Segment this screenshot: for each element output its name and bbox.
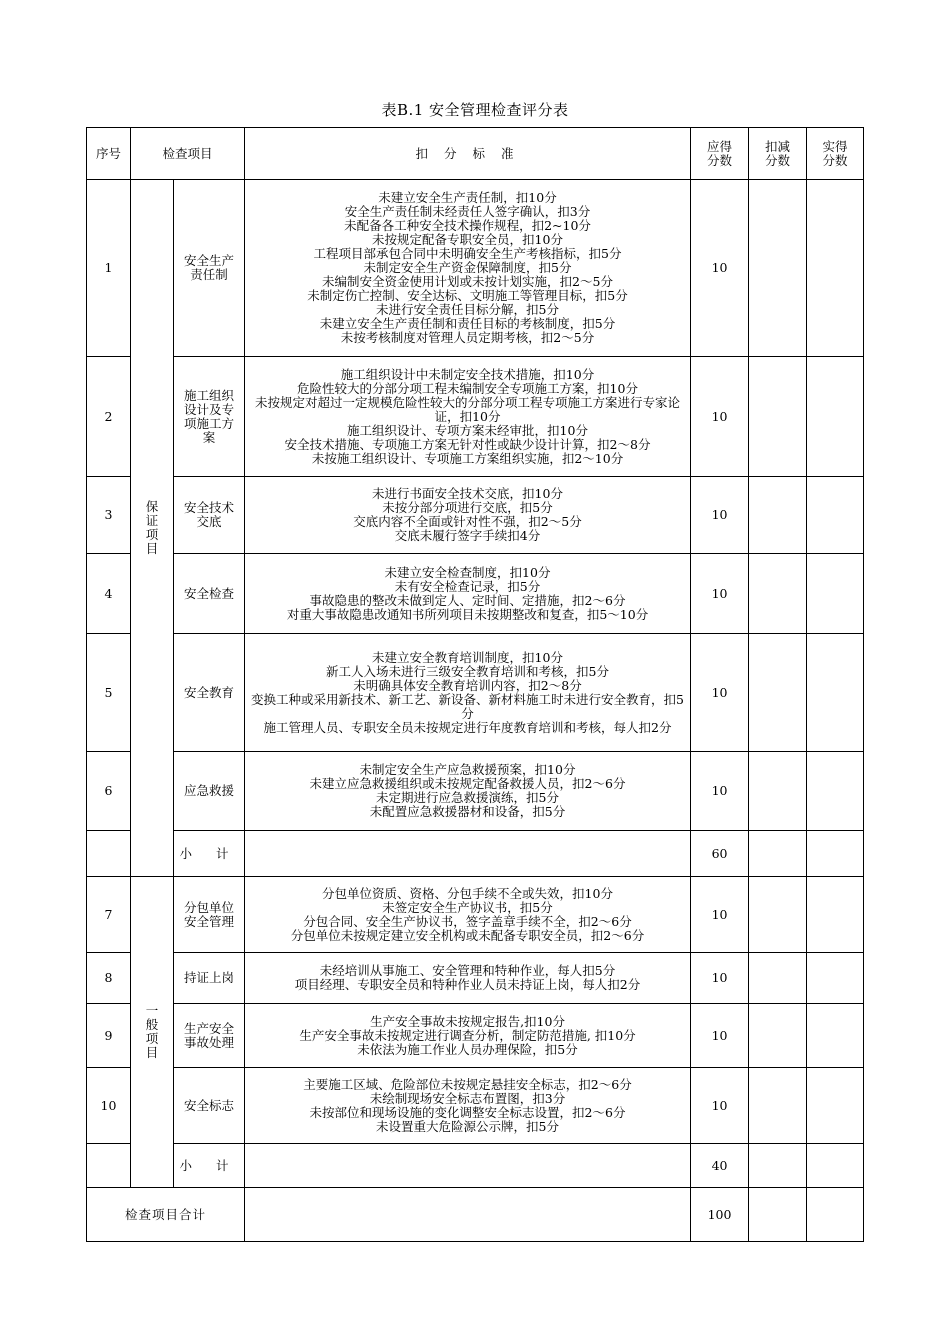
criteria-line: 未建立安全生产责任制和责任目标的考核制度，扣5分 — [319, 316, 616, 331]
subtotal-row — [87, 831, 864, 877]
row-should-score: 10 — [691, 634, 749, 752]
table-row — [87, 877, 864, 953]
row-should-score: 10 — [691, 752, 749, 831]
row-item: 应急救援 — [174, 752, 245, 831]
criteria-line: 分包单位资质、资格、分包手续不全或失效，扣10分 — [322, 885, 613, 901]
criteria-line: 新工人入场未进行三级安全教育培训和考核，扣5分 — [326, 663, 609, 679]
table-row — [87, 634, 864, 752]
criteria-line: 生产安全事故未按规定进行调查分析，制定防范措施, 扣10分 — [299, 1027, 636, 1043]
criteria-line: 变换工种或采用新技术、新工艺、新设备、新材料施工时未进行安全教育，扣5分 — [251, 691, 684, 721]
row-actual-score[interactable] — [807, 1068, 864, 1144]
criteria-line: 未按分部分项进行交底，扣5分 — [382, 500, 553, 515]
criteria-line: 未按部位和现场设施的变化调整安全标志设置，扣2～6分 — [309, 1104, 626, 1120]
table-row — [87, 357, 864, 477]
row-deduct-score[interactable] — [749, 877, 807, 953]
criteria-line: 未设置重大危险源公示牌，扣5分 — [376, 1118, 559, 1134]
row-actual-score[interactable] — [807, 634, 864, 752]
table-row — [87, 554, 864, 634]
subtotal-actual[interactable] — [807, 1144, 864, 1188]
row-seq: 10 — [87, 1068, 131, 1144]
row-seq: 7 — [87, 877, 131, 953]
criteria-line: 工程项目部承包合同中未明确安全生产考核指标，扣5分 — [313, 246, 622, 261]
table-title: 表B.1 安全管理检查评分表 — [381, 101, 569, 119]
criteria-line: 未经培训从事施工、安全管理和特种作业，每人扣5分 — [319, 963, 616, 978]
row-criteria — [245, 953, 691, 1004]
criteria-line: 主要施工区域、危险部位未按规定悬挂安全标志，扣2～6分 — [303, 1076, 632, 1092]
row-item: 安全标志 — [174, 1068, 245, 1144]
row-item: 安全生产责任制 — [174, 180, 245, 357]
header-row — [87, 128, 864, 180]
row-seq: 6 — [87, 752, 131, 831]
criteria-line: 未按规定配备专职安全员，扣10分 — [372, 232, 563, 247]
row-deduct-score[interactable] — [749, 953, 807, 1004]
safety-management-score-table — [86, 127, 864, 1242]
row-should-score: 10 — [691, 953, 749, 1004]
table-row — [87, 180, 864, 357]
total-deduct[interactable] — [749, 1188, 807, 1242]
total-actual[interactable] — [807, 1188, 864, 1242]
criteria-line: 未进行书面安全技术交底，扣10分 — [372, 486, 563, 501]
row-should-score: 10 — [691, 877, 749, 953]
criteria-line: 未定期进行应急救援演练，扣5分 — [376, 790, 559, 805]
row-criteria — [245, 180, 691, 357]
table-row — [87, 1004, 864, 1068]
total-score: 100 — [691, 1188, 749, 1242]
row-item: 安全教育 — [174, 634, 245, 752]
row-should-score: 10 — [691, 554, 749, 634]
criteria-line: 交底内容不全面或针对性不强，扣2～5分 — [353, 514, 582, 529]
row-seq: 8 — [87, 953, 131, 1004]
criteria-line: 分包单位未按规定建立安全机构或未配备专职安全员，扣2～6分 — [290, 927, 645, 943]
criteria-line: 危险性较大的分部分项工程未编制安全专项施工方案，扣10分 — [297, 380, 638, 396]
row-deduct-score[interactable] — [749, 180, 807, 357]
row-criteria — [245, 357, 691, 477]
criteria-line: 对重大事故隐患改通知书所列项目未按期整改和复查，扣5～10分 — [286, 606, 649, 622]
criteria-line: 未制定安全生产资金保障制度，扣5分 — [363, 260, 572, 275]
subtotal-seq — [87, 1144, 131, 1188]
row-actual-score[interactable] — [807, 1004, 864, 1068]
header-actual-score: 实得分数 — [807, 128, 864, 180]
subtotal-score: 40 — [691, 1144, 749, 1188]
criteria-line: 安全生产责任制未经责任人签字确认，扣3分 — [344, 204, 591, 219]
subtotal-row — [87, 1144, 864, 1188]
row-seq: 5 — [87, 634, 131, 752]
criteria-line: 未进行安全责任目标分解，扣5分 — [376, 302, 559, 317]
row-actual-score[interactable] — [807, 477, 864, 554]
row-criteria — [245, 877, 691, 953]
criteria-line: 未依法为施工作业人员办理保险，扣5分 — [357, 1041, 578, 1057]
header-item: 检查项目 — [131, 128, 245, 180]
criteria-line: 未明确具体安全教育培训内容，扣2～8分 — [353, 677, 582, 693]
total-criteria — [245, 1188, 691, 1242]
row-criteria — [245, 1068, 691, 1144]
total-row — [87, 1188, 864, 1242]
row-deduct-score[interactable] — [749, 634, 807, 752]
row-actual-score[interactable] — [807, 180, 864, 357]
criteria-line: 安全技术措施、专项施工方案无针对性或缺少设计计算，扣2～8分 — [284, 436, 651, 452]
row-seq: 9 — [87, 1004, 131, 1068]
criteria-line: 未配置应急救援器材和设备，扣5分 — [369, 804, 566, 819]
row-actual-score[interactable] — [807, 953, 864, 1004]
row-should-score: 10 — [691, 180, 749, 357]
row-item: 分包单位安全管理 — [174, 877, 245, 953]
row-item: 安全检查 — [174, 554, 245, 634]
subtotal-score: 60 — [691, 831, 749, 877]
group-label-guarantee: 保证项目 — [131, 180, 174, 877]
criteria-line: 未制定安全生产应急救援预案，扣10分 — [359, 762, 576, 777]
row-should-score: 10 — [691, 357, 749, 477]
criteria-line: 未建立安全生产责任制，扣10分 — [378, 190, 557, 205]
row-actual-score[interactable] — [807, 554, 864, 634]
row-item: 生产安全事故处理 — [174, 1004, 245, 1068]
criteria-line: 交底未履行签字手续扣4分 — [394, 528, 541, 543]
row-criteria — [245, 752, 691, 831]
row-deduct-score[interactable] — [749, 1068, 807, 1144]
criteria-line: 未按考核制度对管理人员定期考核，扣2～5分 — [340, 330, 595, 345]
row-actual-score[interactable] — [807, 357, 864, 477]
row-seq: 4 — [87, 554, 131, 634]
criteria-line: 项目经理、专职安全员和特种作业人员未持证上岗，每人扣2分 — [294, 977, 641, 992]
row-deduct-score[interactable] — [749, 1004, 807, 1068]
row-criteria — [245, 477, 691, 554]
criteria-line: 施工组织设计中未制定安全技术措施，扣10分 — [340, 366, 595, 382]
subtotal-deduct[interactable] — [749, 831, 807, 877]
row-seq: 2 — [87, 357, 131, 477]
criteria-line: 生产安全事故未按规定报告,扣10分 — [370, 1013, 565, 1029]
criteria-line: 未绘制现场安全标志布置图，扣3分 — [369, 1090, 566, 1106]
criteria-line: 未签定安全生产协议书，扣5分 — [382, 899, 553, 915]
row-deduct-score[interactable] — [749, 752, 807, 831]
row-criteria — [245, 554, 691, 634]
criteria-line: 事故隐患的整改未做到定人、定时间、定措施，扣2～6分 — [309, 592, 626, 608]
subtotal-label: 小 计 — [174, 831, 245, 877]
header-should-score: 应得分数 — [691, 128, 749, 180]
criteria-line: 未制定伤亡控制、安全达标、文明施工等管理目标，扣5分 — [307, 288, 628, 303]
row-criteria — [245, 1004, 691, 1068]
row-seq: 1 — [87, 180, 131, 357]
row-item: 安全技术交底 — [174, 477, 245, 554]
criteria-line: 未建立安全教育培训制度，扣10分 — [372, 649, 563, 665]
subtotal-actual[interactable] — [807, 831, 864, 877]
row-deduct-score[interactable] — [749, 554, 807, 634]
table-row — [87, 953, 864, 1004]
criteria-line: 未建立安全检查制度，扣10分 — [384, 564, 551, 580]
subtotal-criteria — [245, 831, 691, 877]
row-seq: 3 — [87, 477, 131, 554]
criteria-line: 未按规定对超过一定规模危险性较大的分部分项工程专项施工方案进行专家论证，扣10分 — [255, 394, 681, 424]
subtotal-criteria — [245, 1144, 691, 1188]
header-criteria: 扣 分 标 准 — [245, 128, 691, 180]
group-label-general: 一般项目 — [131, 877, 174, 1188]
subtotal-label: 小 计 — [174, 1144, 245, 1188]
criteria-line: 未按施工组织设计、专项施工方案组织实施，扣2～10分 — [311, 450, 624, 466]
header-deduct-score: 扣减分数 — [749, 128, 807, 180]
criteria-line: 分包合同、安全生产协议书，签字盖章手续不全，扣2～6分 — [303, 913, 632, 929]
subtotal-seq — [87, 831, 131, 877]
row-should-score: 10 — [691, 1004, 749, 1068]
row-deduct-score[interactable] — [749, 477, 807, 554]
row-actual-score[interactable] — [807, 877, 864, 953]
criteria-line: 未编制安全资金使用计划或未按计划实施，扣2～5分 — [322, 274, 613, 289]
row-should-score: 10 — [691, 1068, 749, 1144]
row-deduct-score[interactable] — [749, 357, 807, 477]
row-should-score: 10 — [691, 477, 749, 554]
row-criteria — [245, 634, 691, 752]
subtotal-deduct[interactable] — [749, 1144, 807, 1188]
table-row — [87, 752, 864, 831]
row-item: 持证上岗 — [174, 953, 245, 1004]
row-item: 施工组织设计及专项施工方案 — [174, 357, 245, 477]
table-row — [87, 477, 864, 554]
row-actual-score[interactable] — [807, 752, 864, 831]
criteria-line: 未有安全检查记录，扣5分 — [394, 578, 541, 594]
criteria-line: 未建立应急救援组织或未按规定配备救援人员，扣2～6分 — [309, 776, 626, 791]
total-label: 检查项目合计 — [87, 1188, 245, 1242]
criteria-line: 施工组织设计、专项方案未经审批，扣10分 — [347, 422, 588, 438]
criteria-line: 施工管理人员、专职安全员未按规定进行年度教育培训和考核，每人扣2分 — [263, 719, 672, 735]
table-row — [87, 1068, 864, 1144]
criteria-line: 未配备各工种安全技术操作规程，扣2~10分 — [344, 218, 591, 233]
header-seq: 序号 — [87, 128, 131, 180]
